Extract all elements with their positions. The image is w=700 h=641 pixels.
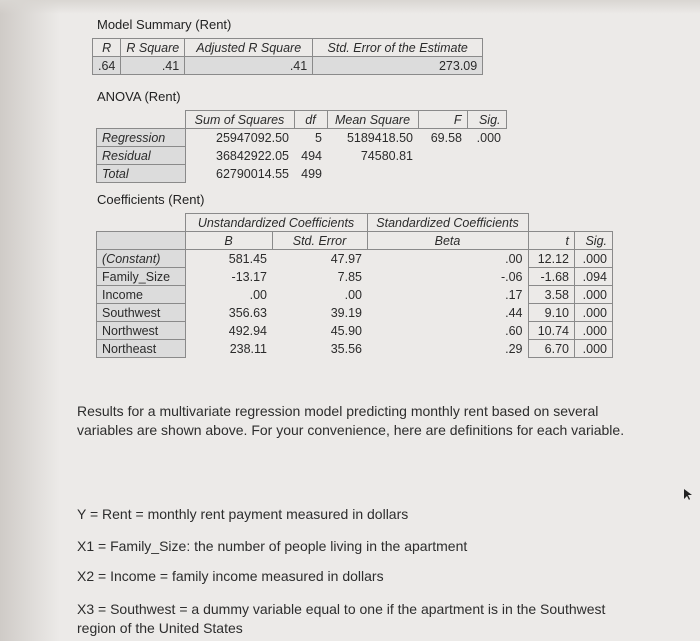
- model-summary-title: Model Summary (Rent): [97, 17, 232, 32]
- header-standardized: Standardized Coefficients: [367, 214, 528, 232]
- anova-title: ANOVA (Rent): [97, 89, 181, 104]
- header-b: B: [185, 232, 272, 250]
- header-f: F: [418, 111, 467, 129]
- coefficients-title: Coefficients (Rent): [97, 192, 205, 207]
- header-std-error-estimate: Std. Error of the Estimate: [313, 39, 483, 57]
- table-row: Family_Size -13.17 7.85 -.06 -1.68 .094: [97, 268, 613, 286]
- header-t: t: [528, 232, 575, 250]
- table-row: Northeast 238.11 35.56 .29 6.70 .000: [97, 340, 613, 358]
- definition-x1: X1 = Family_Size: the number of people living in the apartment: [77, 538, 468, 554]
- value-std-error-estimate: 273.09: [313, 57, 483, 75]
- page-edge-shadow: [0, 0, 60, 641]
- table-row: Northwest 492.94 45.90 .60 10.74 .000: [97, 322, 613, 340]
- definition-x3: X3 = Southwest = a dummy variable equal to one if the apartment is in the Southwest region of the United States: [77, 601, 606, 636]
- table-row: Total 62790014.55 499: [97, 165, 507, 183]
- definition-y: Y = Rent = monthly rent payment measured in dollars: [77, 506, 409, 522]
- page-top-shadow: [0, 0, 700, 14]
- header-sig: Sig.: [575, 232, 613, 250]
- row-label: Total: [97, 165, 186, 183]
- header-sum-of-squares: Sum of Squares: [185, 111, 294, 129]
- header-unstandardized: Unstandardized Coefficients: [185, 214, 367, 232]
- header-beta: Beta: [367, 232, 528, 250]
- table-row: Southwest 356.63 39.19 .44 9.10 .000: [97, 304, 613, 322]
- value-r: .64: [93, 57, 121, 75]
- table-row: Regression 25947092.50 5 5189418.50 69.58 .000: [97, 129, 507, 147]
- intro-paragraph: Results for a multivariate regression model predicting monthly rent based on several variables are shown above. For your convenience, here are definitions for each variable.: [77, 403, 625, 438]
- row-label: Residual: [97, 147, 186, 165]
- header-sig: Sig.: [467, 111, 506, 129]
- header-r: R: [93, 39, 121, 57]
- anova-table: [96, 110, 507, 183]
- header-df: df: [294, 111, 327, 129]
- value-r-square: .41: [121, 57, 185, 75]
- header-adjusted-r-square: Adjusted R Square: [185, 39, 313, 57]
- header-r-square: R Square: [121, 39, 185, 57]
- header-mean-square: Mean Square: [327, 111, 418, 129]
- definition-x2: X2 = Income = family income measured in dollars: [77, 568, 384, 584]
- header-std-error: Std. Error: [272, 232, 367, 250]
- table-row: (Constant) 581.45 47.97 .00 12.12 .000: [97, 250, 613, 268]
- mouse-cursor-icon: [684, 489, 692, 501]
- row-label: Regression: [97, 129, 186, 147]
- model-summary-table: [92, 38, 483, 75]
- value-adjusted-r-square: .41: [185, 57, 313, 75]
- coefficients-table: [96, 213, 613, 358]
- table-row: Income .00 .00 .17 3.58 .000: [97, 286, 613, 304]
- table-row: Residual 36842922.05 494 74580.81: [97, 147, 507, 165]
